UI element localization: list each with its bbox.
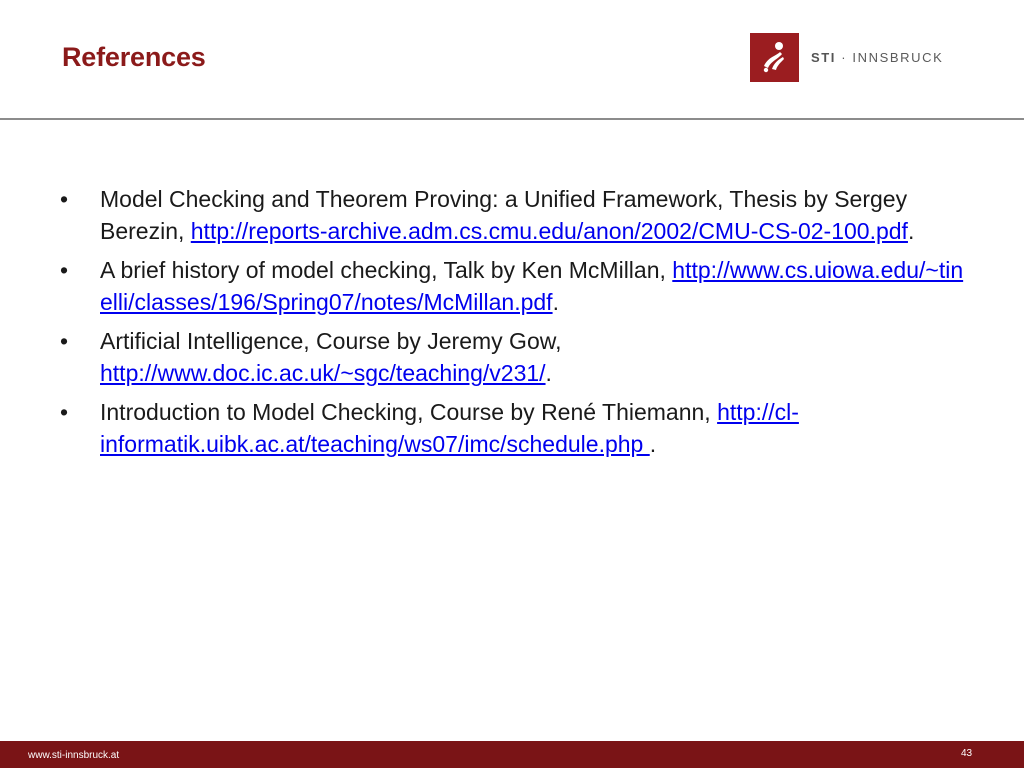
reference-text: Introduction to Model Checking, Course by René Thiemann, [100,399,718,425]
logo-name: INNSBRUCK [852,50,944,65]
reference-item [60,254,970,318]
bullet: • [60,399,69,425]
bullet: • [60,186,69,212]
bullet: • [60,257,69,283]
reference-suffix: . [649,431,657,457]
reference-text: Artificial Intelligence, Course by Jeremy Gow, [100,328,562,354]
logo-wordmark [811,50,943,65]
bullet: • [60,328,69,354]
references-list [60,183,970,467]
logo-brand: STI [811,50,837,65]
reference-link[interactable]: http://cl-informatik.uibk.ac.at/teaching/ws07/imc/schedule.php [100,399,799,457]
reference-link[interactable]: http://www.doc.ic.ac.uk/~sgc/teaching/v231/ [100,360,546,386]
footer-bar [0,741,1024,768]
reference-suffix: . [545,360,552,386]
reference-text: A brief history of model checking, Talk by Ken McMillan, [100,257,673,283]
reference-item [60,183,970,247]
slide-title: References [62,42,206,72]
sti-innsbruck-logo [750,33,943,82]
reference-link[interactable]: http://reports-archive.adm.cs.cmu.edu/anon/2002/CMU-CS-02-100.pdf [190,218,908,244]
reference-text: Model Checking and Theorem Proving: a Unified Framework, Thesis by Sergey Berezin, [100,186,908,244]
reference-suffix: . [552,289,559,315]
page-number: 43 [961,748,973,759]
reference-link[interactable]: http://www.cs.uiowa.edu/~tinelli/classes/196/Spring07/notes/McMillan.pdf [100,257,964,315]
reference-suffix: . [907,218,915,244]
header-divider [0,118,1024,120]
reference-item [60,396,970,460]
logo-separator: · [836,50,853,65]
sti-logo-mark-icon [750,33,799,82]
reference-item [60,325,970,389]
footer-url: www.sti-innsbruck.at [28,750,120,761]
